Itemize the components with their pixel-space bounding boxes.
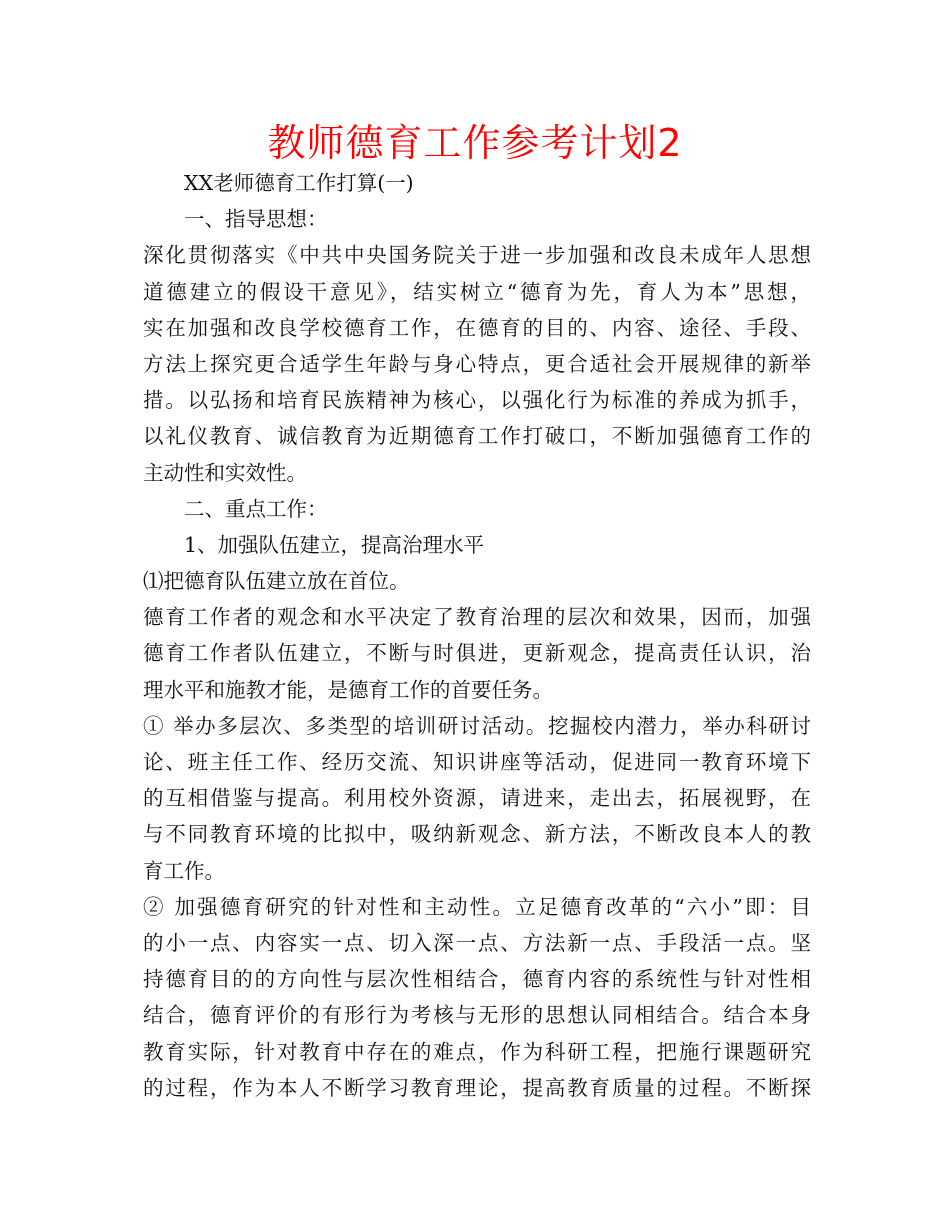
- document-title: 教师德育工作参考计划2: [267, 121, 683, 165]
- paragraph-line: ⑴把德育队伍建立放在首位。: [143, 569, 410, 594]
- paragraph-line: 主动性和实效性。: [143, 460, 307, 485]
- paragraph-line: 德育工作者的观念和水平决定了教育治理的层次和效果，因而，加强: [143, 605, 811, 630]
- paragraph-line: 的互相借鉴与提高。利用校外资源，请进来，走出去，拓展视野，在: [143, 786, 811, 811]
- paragraph-line: 理水平和施教才能，是德育工作的首要任务。: [143, 677, 553, 702]
- paragraph-line: 1、加强队伍建立，提高治理水平: [184, 532, 485, 557]
- paragraph-line: 的过程，作为本人不断学习教育理论，提高教育质量的过程。不断探: [143, 1075, 811, 1100]
- paragraph-line: 结合，德育评价的有形行为考核与无形的思想认同相结合。结合本身: [143, 1003, 811, 1028]
- paragraph-line: 实在加强和改良学校德育工作，在德育的目的、内容、途径、手段、: [143, 315, 811, 340]
- paragraph-line: 方法上探究更合适学生年龄与身心特点，更合适社会开展规律的新举: [143, 351, 811, 376]
- paragraph-line: ① 举办多层次、多类型的培训研讨活动。挖掘校内潜力，举办科研讨: [143, 713, 811, 738]
- paragraph-line: 以礼仪教育、诚信教育为近期德育工作打破口，不断加强德育工作的: [143, 424, 811, 449]
- paragraph-line: 一、指导思想：: [184, 207, 328, 232]
- paragraph-line: 的小一点、内容实一点、切入深一点、方法新一点、手段活一点。坚: [143, 930, 811, 955]
- paragraph-line: 持德育目的的方向性与层次性相结合，德育内容的系统性与针对性相: [143, 967, 811, 992]
- paragraph-line: 深化贯彻落实《中共中央国务院关于进一步加强和改良未成年人思想: [143, 243, 811, 268]
- paragraph-line: ② 加强德育研究的针对性和主动性。立足德育改革的“六小”即：目: [143, 894, 811, 919]
- paragraph-line: 教育实际，针对教育中存在的难点，作为科研工程，把施行课题研究: [143, 1039, 811, 1064]
- paragraph-line: 论、班主任工作、经历交流、知识讲座等活动，促进同一教育环境下: [143, 750, 811, 774]
- paragraph-line: 与不同教育环境的比拟中，吸纳新观念、新方法，不断改良本人的教: [143, 822, 811, 847]
- document-body: [143, 165, 811, 1106]
- paragraph-line: 措。以弘扬和培育民族精神为核心，以强化行为标准的养成为抓手，: [143, 388, 811, 413]
- paragraph-line: 德育工作者队伍建立，不断与时俱进，更新观念，提高责任认识，治: [143, 641, 811, 666]
- paragraph-line: 二、重点工作：: [184, 496, 328, 521]
- paragraph-line: 道德建立的假设干意见》，结实树立“德育为先，育人为本”思想，: [143, 279, 811, 304]
- paragraph-line: XX老师德育工作打算(一): [184, 171, 414, 195]
- paragraph-line: 育工作。: [143, 858, 225, 883]
